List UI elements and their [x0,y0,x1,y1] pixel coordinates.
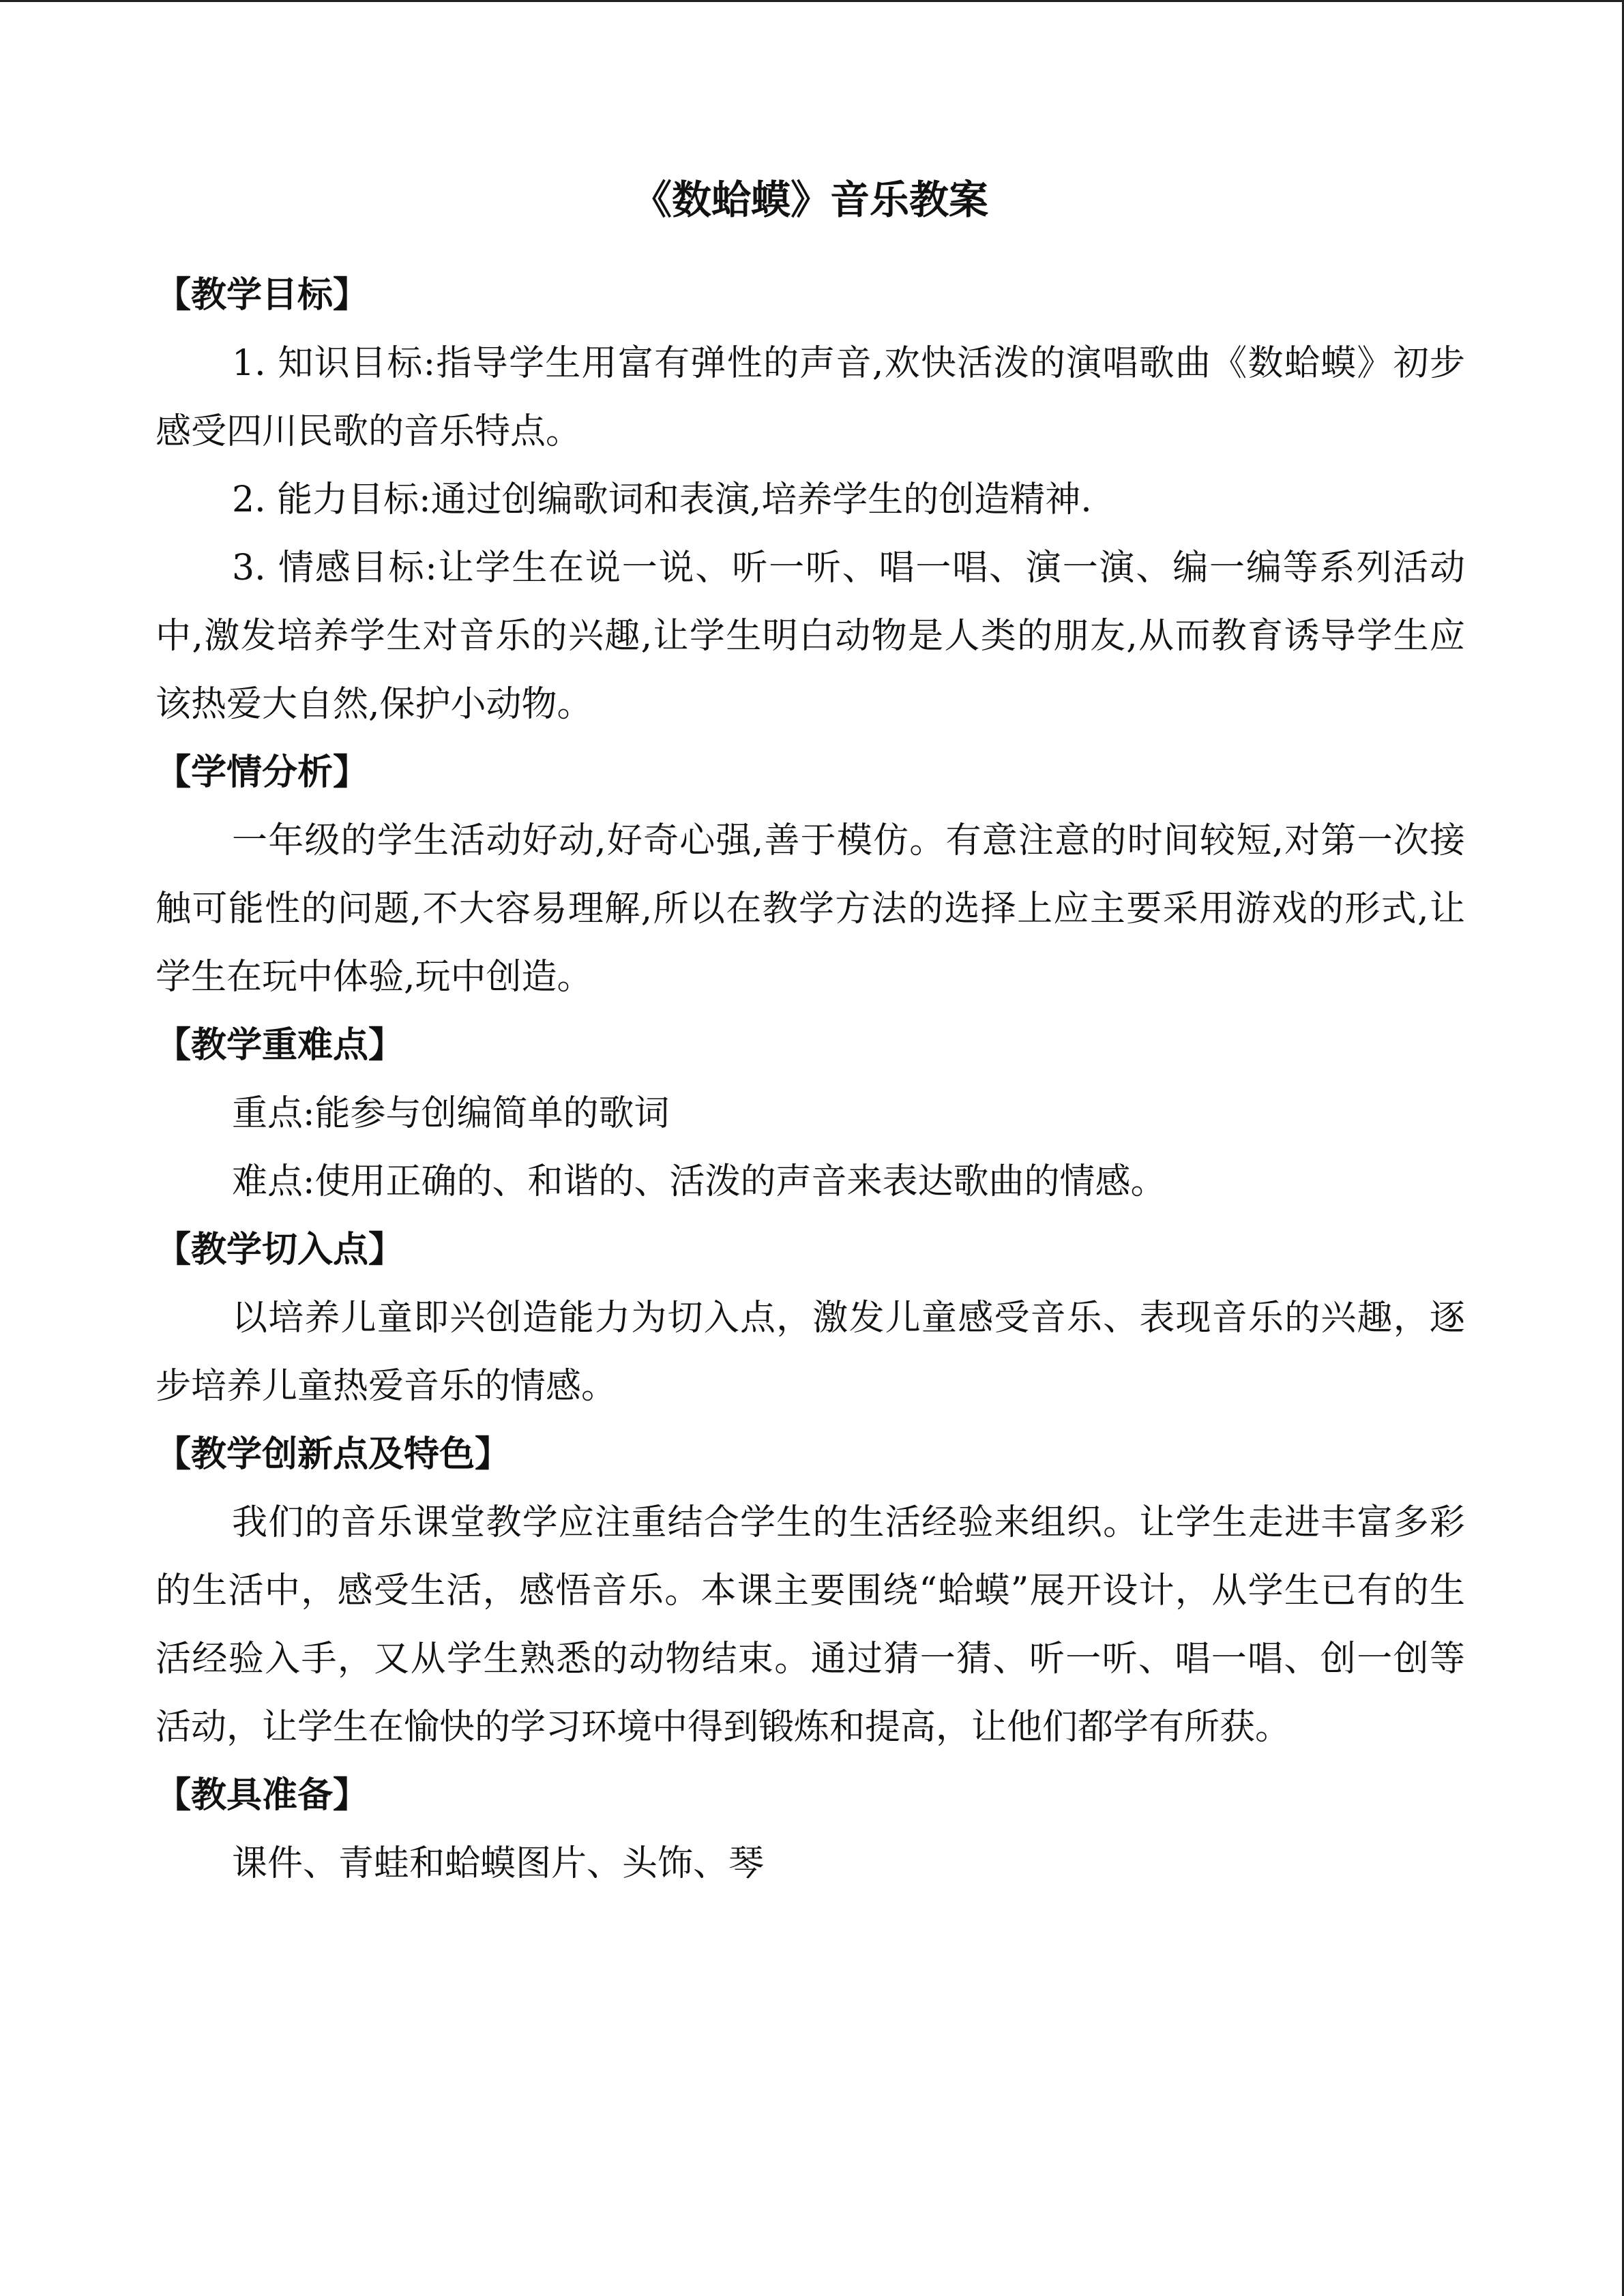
paragraph-ability-goal: 2. 能力目标:通过创编歌词和表演,培养学生的创造精神. [232,479,1092,520]
section-heading: 【学情分析】 [156,752,369,793]
paragraph-key-point: 重点:能参与创编简单的歌词 [232,1093,670,1134]
section-key-difficult-points [156,1011,1465,1216]
section-entry-point [156,1216,1465,1420]
section-heading: 【教学创新点及特色】 [156,1434,511,1475]
paragraph: 我们的音乐课堂教学应注重结合学生的生活经验来组织。让学生走进丰富多彩的生活中，感受生活，感悟音乐。本课主要围绕“蛤蟆”展开设计，从学生已有的生活经验入手，又从学生熟悉的动物结束。通过猜一猜、听一听、唱一唱、创一创等活动，让学生在愉快的学习环境中得到锻炼和提高，让他们都学有所获。 [156,1502,1465,1748]
section-teaching-goals [156,261,1465,739]
document-title: 《数蛤蟆》音乐教案 [632,177,988,223]
document-body [156,159,1465,1898]
paragraph: 课件、青蛙和蛤蟆图片、头饰、琴 [232,1843,765,1884]
paragraph: 以培养儿童即兴创造能力为切入点，激发儿童感受音乐、表现音乐的兴趣，逐步培养儿童热爱音乐的情感。 [156,1298,1465,1407]
section-heading: 【教学目标】 [156,275,369,316]
section-teaching-aids [156,1761,1465,1898]
section-heading: 【教学切入点】 [156,1229,404,1270]
section-student-analysis [156,739,1465,1011]
section-innovation-features [156,1420,1465,1761]
paragraph-difficult-point: 难点:使用正确的、和谐的、活泼的声音来表达歌曲的情感。 [232,1161,1166,1202]
section-heading: 【教具准备】 [156,1775,369,1816]
paragraph: 一年级的学生活动好动,好奇心强,善于模仿。有意注意的时间较短,对第一次接触可能性的问题,不大容易理解,所以在教学方法的选择上应主要采用游戏的形式,让学生在玩中体验,玩中创造。 [156,820,1465,998]
paragraph-knowledge-goal: 1. 知识目标:指导学生用富有弹性的声音,欢快活泼的演唱歌曲《数蛤蟆》初步感受四川民歌的音乐特点。 [156,343,1465,452]
paragraph-emotion-goal: 3. 情感目标:让学生在说一说、听一听、唱一唱、演一演、编一编等系列活动中,激发培养学生对音乐的兴趣,让学生明白动物是人类的朋友,从而教育诱导学生应该热爱大自然,保护小动物。 [156,548,1465,725]
section-heading: 【教学重难点】 [156,1025,404,1066]
